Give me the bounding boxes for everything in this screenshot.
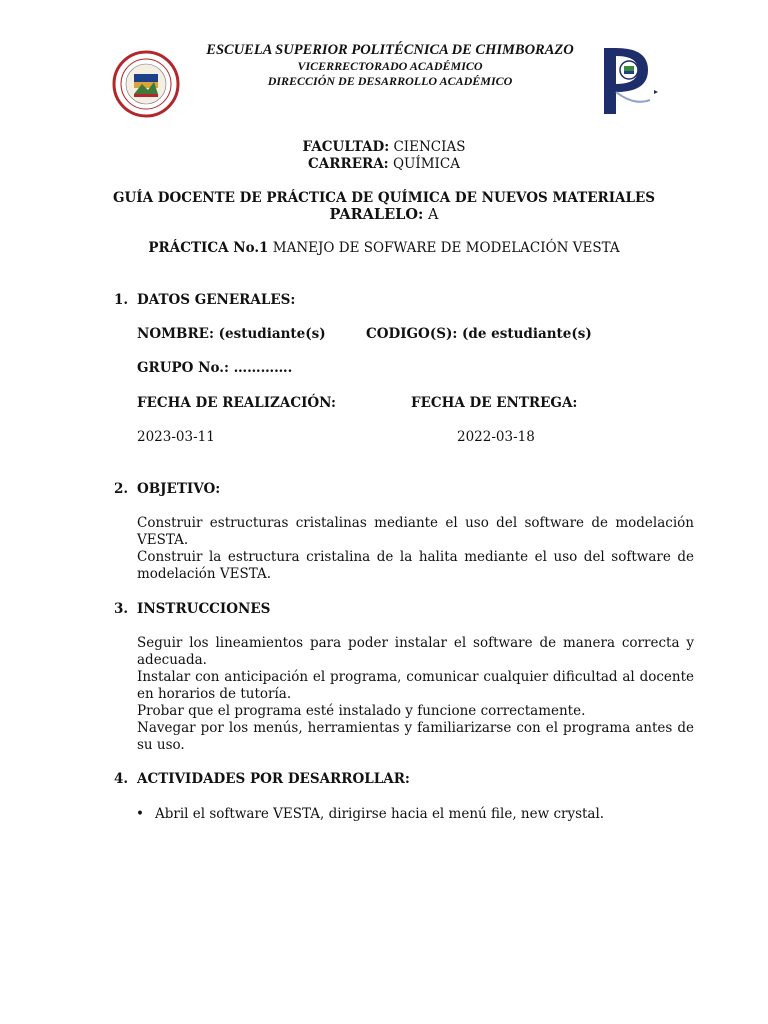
practica-value: MANEJO DE SOFWARE DE MODELACIÓN VESTA <box>268 240 620 256</box>
section-2-number: 2. <box>114 481 129 497</box>
facultad-line <box>0 139 768 155</box>
section-1-title: DATOS GENERALES: <box>137 292 296 308</box>
guide-title: GUÍA DOCENTE DE PRÁCTICA DE QUÍMICA DE NUEVOS MATERIALES <box>112 190 656 206</box>
faculty-logo <box>598 44 660 116</box>
facultad-label: FACULTAD: <box>302 139 390 155</box>
nombre-label: NOMBRE: (estudiante(s) <box>137 326 326 342</box>
carrera-label: CARRERA: <box>308 156 389 172</box>
section-2-title: OBJETIVO: <box>137 481 221 497</box>
practica-line <box>0 240 768 256</box>
fecha-entrega-value: 2022-03-18 <box>457 429 535 445</box>
carrera-line <box>0 156 768 172</box>
instrucciones-paragraph-3: Probar que el programa esté instalado y funcione correctamente. <box>137 703 586 719</box>
fecha-realizacion-value: 2023-03-11 <box>137 429 215 445</box>
paralelo-line <box>0 206 768 223</box>
section-1-number: 1. <box>114 292 129 308</box>
actividad-item-1: Abril el software VESTA, dirigirse hacia el menú file, new crystal. <box>155 806 605 822</box>
objetivo-paragraph-1: Construir estructuras cristalinas mediante el uso del software de modelación VESTA. <box>137 515 694 548</box>
instrucciones-paragraph-1: Seguir los lineamientos para poder instalar el software de manera correcta y adecuada. <box>137 635 694 668</box>
direccion-name: DIRECCIÓN DE DESARROLLO ACADÉMICO <box>267 74 513 88</box>
section-3-number: 3. <box>114 601 129 617</box>
facultad-value: CIENCIAS <box>389 139 466 155</box>
instrucciones-paragraph-2: Instalar con anticipación el programa, comunicar cualquier dificultad al docente en horarios de tutoría. <box>137 669 694 702</box>
codigo-label: CODIGO(S): (de estudiante(s) <box>366 326 592 342</box>
paralelo-label: PARALELO: <box>329 206 424 223</box>
vicerrectorado-name: VICERRECTORADO ACADÉMICO <box>297 59 483 73</box>
institution-name: ESCUELA SUPERIOR POLITÉCNICA DE CHIMBORAZO <box>206 42 574 58</box>
carrera-value: QUÍMICA <box>388 156 460 172</box>
grupo-label: GRUPO No.: …………. <box>137 360 293 376</box>
paralelo-value: A <box>423 207 439 223</box>
instrucciones-paragraph-4: Navegar por los menús, herramientas y familiarizarse con el programa antes de su uso. <box>137 720 694 753</box>
fecha-realizacion-label: FECHA DE REALIZACIÓN: <box>137 395 337 411</box>
practica-label: PRÁCTICA No.1 <box>148 240 269 256</box>
section-4-number: 4. <box>114 771 129 787</box>
section-4-title: ACTIVIDADES POR DESARROLLAR: <box>137 771 410 787</box>
espoch-seal-logo <box>112 50 180 118</box>
section-3-title: INSTRUCCIONES <box>137 601 271 617</box>
bullet-icon: • <box>136 806 144 822</box>
objetivo-paragraph-2: Construir la estructura cristalina de la halita mediante el uso del software de modelación VESTA. <box>137 549 694 582</box>
fecha-entrega-label: FECHA DE ENTREGA: <box>411 395 578 411</box>
